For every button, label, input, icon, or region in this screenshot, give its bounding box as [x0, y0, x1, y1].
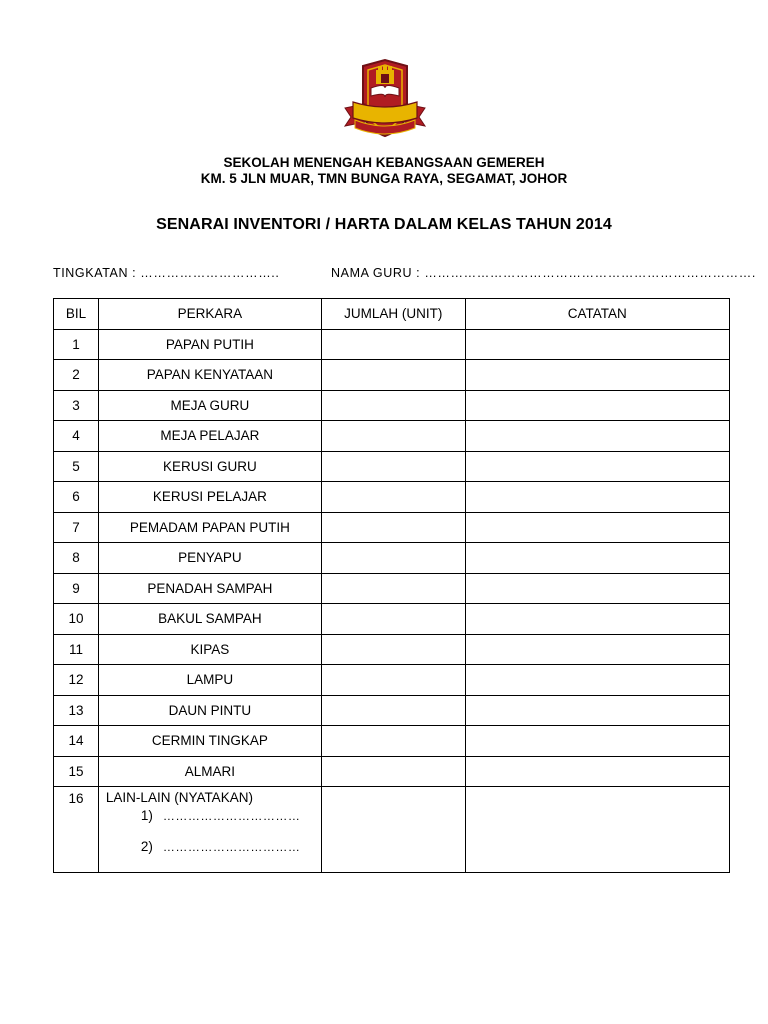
row-jumlah-cell[interactable]	[321, 634, 465, 665]
table-row	[54, 512, 730, 543]
row-catatan-cell[interactable]	[465, 543, 729, 574]
row-perkara: MEJA GURU	[98, 390, 321, 421]
table-row	[54, 451, 730, 482]
row-perkara: PEMADAM PAPAN PUTIH	[98, 512, 321, 543]
row-jumlah-cell[interactable]	[321, 390, 465, 421]
row-catatan-cell[interactable]	[465, 451, 729, 482]
table-row	[54, 665, 730, 696]
row-bil: 14	[54, 726, 99, 757]
row-perkara-other	[98, 787, 321, 873]
row-catatan-cell[interactable]	[465, 360, 729, 391]
row-perkara: CERMIN TINGKAP	[98, 726, 321, 757]
row-catatan-cell[interactable]	[465, 665, 729, 696]
row-perkara: LAMPU	[98, 665, 321, 696]
row-jumlah-cell[interactable]	[321, 482, 465, 513]
row-catatan-cell[interactable]	[465, 573, 729, 604]
document-title: SENARAI INVENTORI / HARTA DALAM KELAS TAHUN 2014	[156, 216, 612, 233]
row-perkara: PENADAH SAMPAH	[98, 573, 321, 604]
row-bil: 11	[54, 634, 99, 665]
row-jumlah-cell[interactable]	[321, 726, 465, 757]
row-jumlah-cell[interactable]	[321, 451, 465, 482]
school-name: SEKOLAH MENENGAH KEBANGSAAN GEMEREH	[223, 155, 545, 170]
other-item-number: 1)	[140, 808, 153, 823]
table-row-other	[54, 787, 730, 873]
row-catatan-cell[interactable]	[465, 726, 729, 757]
row-bil: 2	[54, 360, 99, 391]
table-row	[54, 634, 730, 665]
school-address: KM. 5 JLN MUAR, TMN BUNGA RAYA, SEGAMAT, JOHOR	[200, 171, 568, 186]
table-row	[54, 573, 730, 604]
row-jumlah-cell[interactable]	[321, 512, 465, 543]
other-item-dots: ……………………………	[162, 840, 301, 854]
inventory-table	[53, 298, 730, 873]
row-catatan-cell[interactable]	[465, 695, 729, 726]
row-jumlah-cell[interactable]	[321, 756, 465, 787]
row-perkara: PAPAN KENYATAAN	[98, 360, 321, 391]
row-catatan-cell[interactable]	[465, 787, 729, 873]
table-row	[54, 421, 730, 452]
table-row	[54, 756, 730, 787]
row-perkara: DAUN PINTU	[98, 695, 321, 726]
row-perkara: KERUSI PELAJAR	[98, 482, 321, 513]
row-bil: 8	[54, 543, 99, 574]
row-bil: 13	[54, 695, 99, 726]
row-catatan-cell[interactable]	[465, 482, 729, 513]
row-perkara: BAKUL SAMPAH	[98, 604, 321, 635]
nama-guru-field: NAMA GURU : ………………………………………………………………….	[331, 266, 756, 280]
row-catatan-cell[interactable]	[465, 512, 729, 543]
tingkatan-field: TINGKATAN : …………………………..	[53, 266, 280, 280]
row-catatan-cell[interactable]	[465, 329, 729, 360]
row-jumlah-cell[interactable]	[321, 665, 465, 696]
row-jumlah-cell[interactable]	[321, 787, 465, 873]
row-jumlah-cell[interactable]	[321, 604, 465, 635]
table-row	[54, 543, 730, 574]
row-jumlah-cell[interactable]	[321, 421, 465, 452]
row-catatan-cell[interactable]	[465, 634, 729, 665]
row-catatan-cell[interactable]	[465, 421, 729, 452]
row-jumlah-cell[interactable]	[321, 573, 465, 604]
row-perkara: PAPAN PUTIH	[98, 329, 321, 360]
row-perkara: ALMARI	[98, 756, 321, 787]
header-bil: BIL	[54, 299, 99, 330]
row-bil: 10	[54, 604, 99, 635]
row-catatan-cell[interactable]	[465, 390, 729, 421]
other-item-line	[106, 810, 321, 841]
row-catatan-cell[interactable]	[465, 604, 729, 635]
row-bil: 4	[54, 421, 99, 452]
table-row	[54, 482, 730, 513]
row-bil: 1	[54, 329, 99, 360]
other-item-dots: ……………………………	[162, 809, 301, 823]
school-crest-logo	[339, 56, 431, 148]
other-item-number: 2)	[140, 839, 153, 854]
row-perkara: KERUSI GURU	[98, 451, 321, 482]
row-perkara: MEJA PELAJAR	[98, 421, 321, 452]
row-bil: 9	[54, 573, 99, 604]
table-row	[54, 329, 730, 360]
row-jumlah-cell[interactable]	[321, 695, 465, 726]
row-jumlah-cell[interactable]	[321, 360, 465, 391]
header-jumlah: JUMLAH (UNIT)	[321, 299, 465, 330]
table-row	[54, 695, 730, 726]
row-jumlah-cell[interactable]	[321, 543, 465, 574]
row-bil: 15	[54, 756, 99, 787]
other-label: LAIN-LAIN (NYATAKAN)	[105, 790, 253, 805]
row-bil: 16	[54, 787, 99, 873]
row-perkara: KIPAS	[98, 634, 321, 665]
table-row	[54, 360, 730, 391]
row-jumlah-cell[interactable]	[321, 329, 465, 360]
table-row	[54, 726, 730, 757]
header-catatan: CATATAN	[465, 299, 729, 330]
row-perkara: PENYAPU	[98, 543, 321, 574]
row-bil: 7	[54, 512, 99, 543]
row-catatan-cell[interactable]	[465, 756, 729, 787]
row-bil: 5	[54, 451, 99, 482]
table-header-row	[54, 299, 730, 330]
row-bil: 3	[54, 390, 99, 421]
header-perkara: PERKARA	[98, 299, 321, 330]
row-bil: 6	[54, 482, 99, 513]
other-item-line	[106, 841, 321, 872]
table-row	[54, 604, 730, 635]
row-bil: 12	[54, 665, 99, 696]
table-row	[54, 390, 730, 421]
